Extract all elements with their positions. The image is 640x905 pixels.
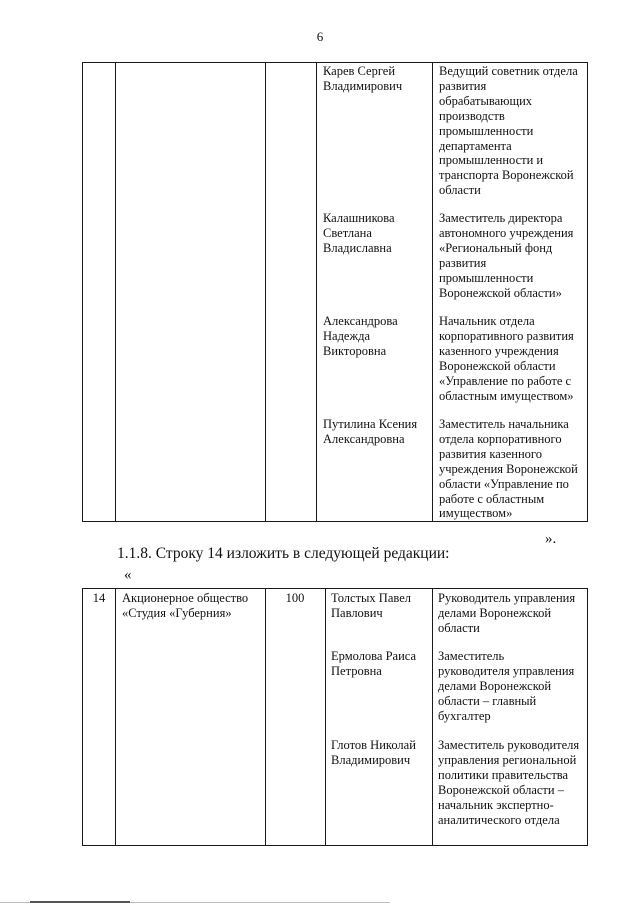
member-name: Глотов Николай Владимирович <box>331 738 416 767</box>
column-divider <box>432 589 433 845</box>
member-position: Начальник отдела корпоративного развития казенного учреждения Воронежской области «Управление по работе с областным имуществом» <box>439 314 574 403</box>
footer-rule-mark <box>30 901 130 903</box>
row-number: 14 <box>92 591 106 605</box>
column-divider <box>316 63 317 521</box>
column-divider <box>115 589 116 845</box>
member-position: Заместитель руководителя управления делами Воронежской области – главный бухгалтер <box>438 649 575 723</box>
member-name: Карев Сергей Владимирович <box>323 64 403 93</box>
member-name: Калашникова Светлана Владиславна <box>323 211 395 255</box>
members-table-continued <box>82 62 588 522</box>
member-name: Ермолова Раиса Петровна <box>331 649 417 678</box>
amendment-paragraph: 1.1.8. Строку 14 изложить в следующей редакции: <box>117 545 450 562</box>
organization-name: Акционерное общество «Студия «Губерния» <box>122 591 249 620</box>
column-divider <box>325 589 326 845</box>
members-table-row-14 <box>82 588 588 846</box>
column-divider <box>115 63 116 521</box>
closing-quote: ». <box>545 531 557 547</box>
member-position: Ведущий советник отдела развития обрабатывающих производств промышленности департамента промышленности и транспорта Воронежской области <box>439 64 578 198</box>
page-number: 6 <box>316 29 324 44</box>
member-position: Руководитель управления делами Воронежской области <box>438 591 576 635</box>
member-name: Толстых Павел Павлович <box>331 591 411 620</box>
member-position: Заместитель руководителя управления региональной политики правительства Воронежской области – начальник экспертно- аналитического отдела <box>438 738 580 827</box>
column-divider <box>265 589 266 845</box>
member-name: Путилина Ксения Александровна <box>323 417 418 446</box>
state-share: 100 <box>285 591 305 605</box>
member-name: Александрова Надежда Викторовна <box>323 314 398 358</box>
opening-quote: « <box>124 567 132 583</box>
column-divider <box>432 63 433 521</box>
member-position: Заместитель начальника отдела корпоративного развития казенного учреждения Воронежской области «Управление по работе с областным имуществом» <box>439 417 578 521</box>
member-position: Заместитель директора автономного учреждения «Региональный фонд развития промышленности Воронежской области» <box>439 211 574 300</box>
column-divider <box>265 63 266 521</box>
